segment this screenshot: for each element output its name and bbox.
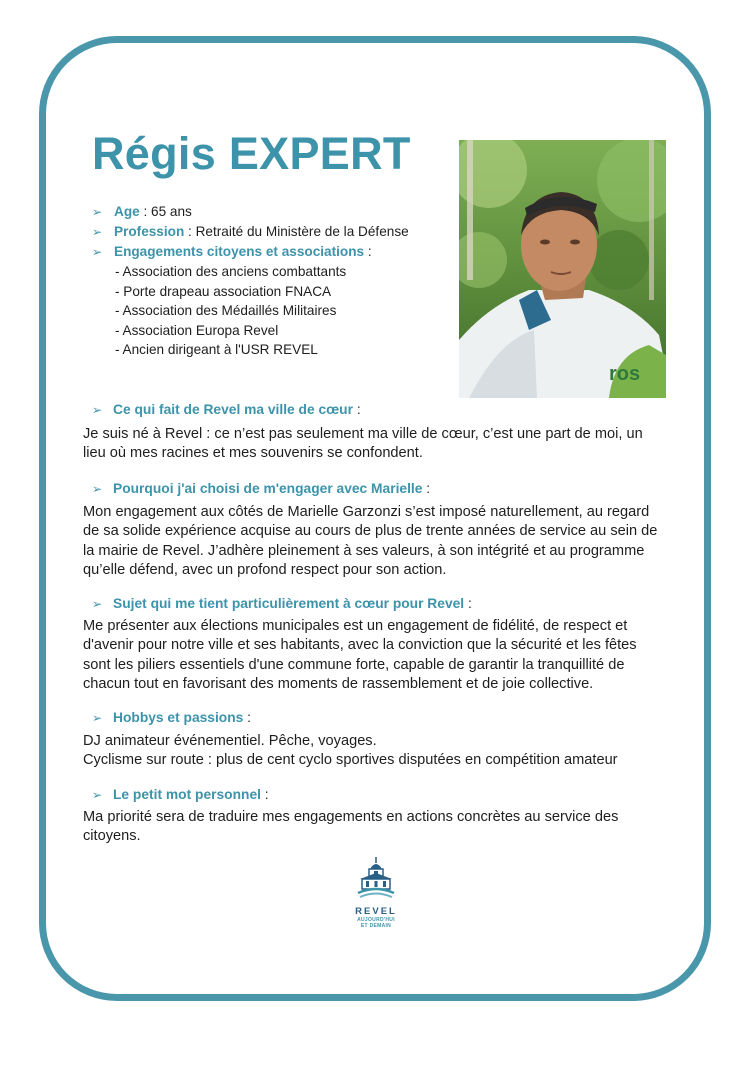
arrow-icon: ➢ (92, 788, 103, 802)
candidate-photo (459, 140, 666, 398)
logo-tagline-2: ET DEMAIN (360, 923, 392, 929)
list-item: - Association Europa Revel (115, 322, 279, 338)
age-label: Age (114, 204, 140, 219)
list-item: - Association des anciens combattants (115, 264, 347, 279)
arrow-icon: ➢ (92, 205, 103, 219)
section-text-petit-mot: Ma priorité sera de traduire mes engagements en actions concrètes au service des citoyens. (83, 809, 619, 845)
engagements-bullet (92, 242, 409, 262)
list-item: - Association des Médaillés Militaires (115, 303, 337, 318)
engagements-suffix: : (364, 244, 372, 259)
arrow-icon: ➢ (92, 711, 103, 725)
profession-bullet (92, 222, 409, 242)
arrow-icon: ➢ (92, 597, 103, 611)
town-hall-icon (356, 855, 396, 899)
list-item: - Ancien dirigeant à l'USR REVEL (115, 342, 318, 357)
age-value: : 65 ans (139, 204, 192, 219)
profile-bullets (92, 202, 409, 360)
age-bullet (92, 202, 409, 222)
section-text-pourquoi: Mon engagement aux côtés de Marielle Garzonzi s’est imposé naturellement, au regard de sa solide expérience acquise au cours de plus de trente années de service au sein de la mairie de Revel. J’adhère pleinement à ses valeurs, à son intégrité et au programme qu’elle défend, avec un profond respect pour son action. (83, 504, 658, 578)
arrow-icon: ➢ (92, 245, 103, 259)
list-item: - Porte drapeau association FNACA (115, 283, 332, 299)
section-heading-sujet: ➢ Sujet qui me tient particulièrement à cœur pour Revel : (92, 596, 472, 611)
profession-value: : Retraité du Ministère de la Défense (184, 224, 409, 239)
hobbys-line-1: DJ animateur événementiel. Pêche, voyages. (83, 733, 377, 749)
revel-logo (346, 855, 406, 937)
section-text-ville-de-coeur: Je suis né à Revel : ce n’est pas seulement ma ville de cœur, c’est une part de moi, un lieu où mes racines et mes souvenirs se confondent. (83, 426, 643, 462)
engagements-label: Engagements citoyens et associations (114, 244, 365, 259)
section-text-hobbys (83, 732, 663, 771)
section-heading-hobbys: ➢ Hobbys et passions : (92, 710, 252, 725)
section-heading-petit-mot: ➢ Le petit mot personnel : (92, 787, 269, 802)
candidate-name: Régis EXPERT (92, 128, 411, 179)
section-heading-pourquoi: ➢ Pourquoi j'ai choisi de m'engager avec Marielle : (92, 481, 431, 496)
logo-tagline-1: AUJOURD'HUI (357, 917, 395, 923)
associations-list (92, 262, 409, 360)
hobbys-line-2: Cyclisme sur route : plus de cent cyclo sportives disputées en compétition amateur (83, 752, 618, 769)
profession-label: Profession (114, 224, 185, 239)
arrow-icon: ➢ (92, 482, 103, 496)
arrow-icon: ➢ (92, 225, 103, 239)
section-heading-ville-de-coeur: ➢ Ce qui fait de Revel ma ville de cœur : (92, 402, 361, 417)
arrow-icon: ➢ (92, 403, 103, 417)
svg-text:ros: ros (609, 363, 641, 385)
section-text-sujet: Me présenter aux élections municipales est un engagement de fidélité, de respect et d'avenir pour notre ville et ses habitants, avec la conviction que la sécurité et les fêtes sont les piliers essentiels d'une commune forte, capable de garantir la tranquillité de chacun tout en favorisant des moments de rassemblement et de joie collective. (83, 618, 637, 692)
logo-name: REVEL (355, 906, 397, 917)
